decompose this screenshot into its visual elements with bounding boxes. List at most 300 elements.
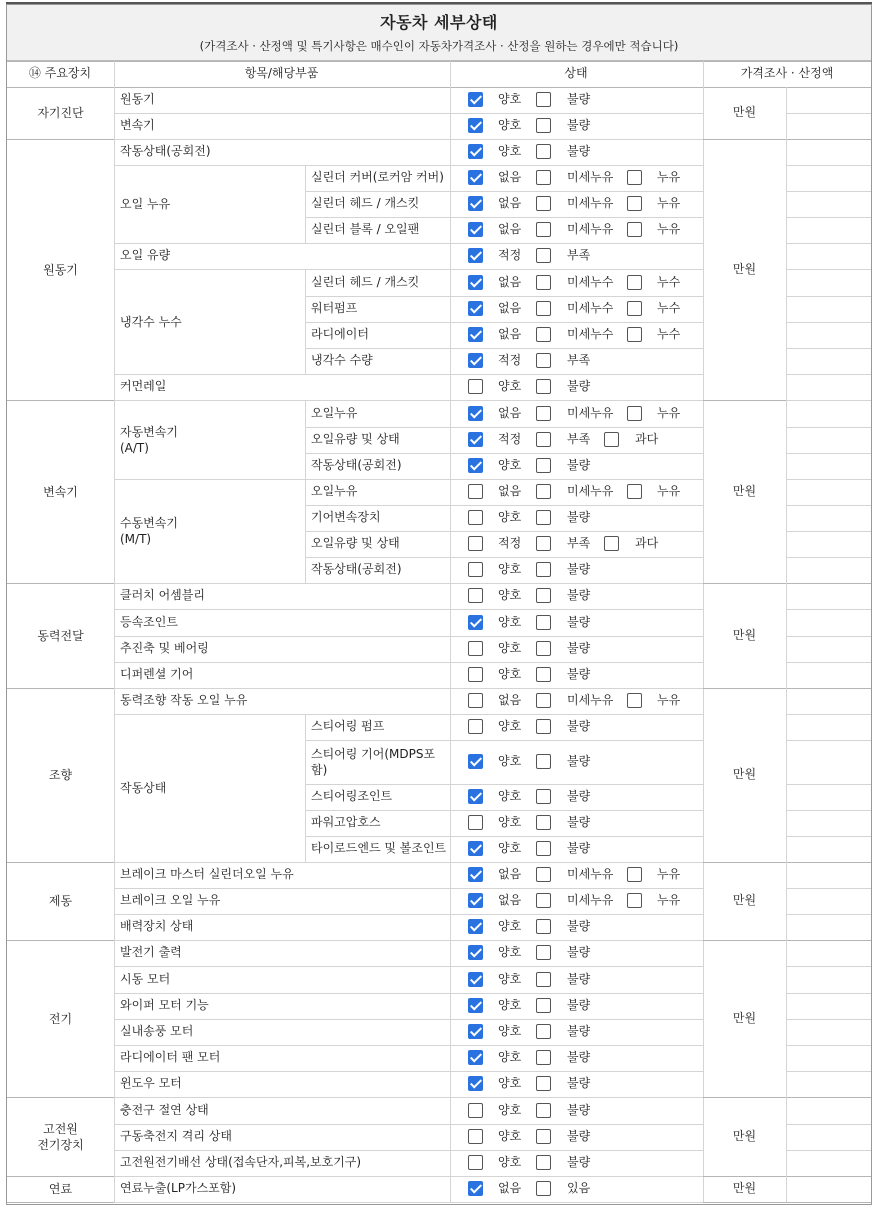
row-divider bbox=[305, 322, 703, 323]
item-label: 발전기 출력 bbox=[120, 945, 182, 959]
column-divider bbox=[305, 714, 306, 862]
checked-checkbox[interactable] bbox=[468, 144, 483, 159]
row-divider bbox=[305, 217, 703, 218]
option-label: 양호 bbox=[498, 1155, 522, 1169]
item-label: 연료누출(LP가스포함) bbox=[120, 1181, 237, 1195]
checked-checkbox[interactable] bbox=[468, 406, 483, 421]
checkbox[interactable] bbox=[536, 248, 551, 263]
option-label: 양호 bbox=[498, 614, 522, 629]
row-divider bbox=[114, 165, 703, 166]
price-input[interactable] bbox=[786, 400, 871, 583]
checkbox[interactable] bbox=[536, 562, 551, 577]
row-divider bbox=[114, 662, 703, 663]
option-label: 불량 bbox=[567, 841, 591, 855]
checked-checkbox[interactable] bbox=[468, 353, 483, 368]
column-header-price: 가격조사 · 산정액 bbox=[740, 66, 834, 80]
option-label: 적정 bbox=[498, 248, 522, 262]
row-divider bbox=[114, 1071, 703, 1072]
row-divider bbox=[305, 583, 703, 584]
row-divider bbox=[114, 1124, 703, 1125]
option-label: 누유 bbox=[657, 405, 681, 420]
item-label: 변속기 bbox=[120, 118, 155, 132]
checkbox[interactable] bbox=[536, 867, 551, 882]
checked-checkbox[interactable] bbox=[468, 248, 483, 263]
checkbox[interactable] bbox=[468, 693, 483, 708]
checkbox[interactable] bbox=[468, 562, 483, 577]
checkbox[interactable] bbox=[627, 170, 642, 185]
item-label: 브레이크 오일 누유 bbox=[120, 893, 221, 907]
checkbox[interactable] bbox=[536, 458, 551, 473]
item-label: 충전구 절연 상태 bbox=[120, 1102, 209, 1117]
option-label: 미세누유 bbox=[567, 484, 614, 498]
device-label: 동력전달 bbox=[37, 628, 84, 643]
row-divider bbox=[114, 1019, 703, 1020]
item-label: 클러치 어셈블리 bbox=[120, 588, 205, 602]
checkbox[interactable] bbox=[536, 754, 551, 769]
row-divider bbox=[114, 940, 703, 941]
option-label: 부족 bbox=[567, 432, 591, 446]
row-divider bbox=[305, 374, 703, 375]
option-label: 불량 bbox=[567, 1076, 591, 1090]
item-label: 실린더 커버(로커암 커버) bbox=[311, 170, 444, 184]
column-header-item: 항목/해당부품 bbox=[244, 66, 319, 80]
row-divider bbox=[305, 740, 703, 741]
item-label: 동력조향 작동 오일 누유 bbox=[120, 693, 248, 707]
price-unit: 만원 bbox=[732, 1010, 757, 1025]
column-divider bbox=[114, 87, 115, 1202]
item-label: 타이로드엔드 및 볼조인트 bbox=[311, 841, 447, 855]
checkbox[interactable] bbox=[627, 893, 642, 908]
option-label: 미세누유 bbox=[567, 405, 614, 420]
checkbox[interactable] bbox=[627, 196, 642, 211]
checkbox[interactable] bbox=[536, 1155, 551, 1170]
checkbox[interactable] bbox=[468, 719, 483, 734]
option-label: 양호 bbox=[498, 719, 522, 733]
row-divider bbox=[114, 888, 703, 889]
checkbox[interactable] bbox=[536, 353, 551, 368]
option-label: 누유 bbox=[657, 693, 681, 707]
row-divider bbox=[114, 400, 703, 401]
form-header bbox=[7, 5, 871, 61]
item-label: 오일유량 및 상태 bbox=[311, 536, 400, 550]
option-label: 과다 bbox=[635, 536, 659, 550]
checkbox[interactable] bbox=[536, 641, 551, 656]
checkbox[interactable] bbox=[604, 432, 619, 447]
option-label: 없음 bbox=[498, 405, 522, 420]
price-input[interactable] bbox=[786, 862, 871, 940]
option-label: 없음 bbox=[498, 867, 522, 881]
item-label: 스티어링 기어(MDPS포함) bbox=[311, 747, 436, 777]
option-label: 양호 bbox=[498, 1050, 522, 1064]
option-label: 없음 bbox=[498, 301, 522, 315]
row-divider bbox=[7, 87, 871, 88]
checkbox[interactable] bbox=[627, 867, 642, 882]
checkbox[interactable] bbox=[536, 588, 551, 603]
option-label: 양호 bbox=[498, 945, 522, 959]
checkbox[interactable] bbox=[536, 893, 551, 908]
checkbox[interactable] bbox=[468, 510, 483, 525]
checkbox[interactable] bbox=[536, 118, 551, 133]
option-label: 불량 bbox=[567, 1024, 591, 1038]
item-label: 스티어링조인트 bbox=[311, 789, 393, 803]
checkbox[interactable] bbox=[468, 1155, 483, 1170]
subgroup-label: 수동변속기 (M/T) bbox=[120, 516, 178, 546]
checkbox[interactable] bbox=[536, 815, 551, 830]
price-input[interactable] bbox=[786, 87, 871, 139]
option-label: 없음 bbox=[498, 274, 522, 289]
checkbox[interactable] bbox=[536, 327, 551, 342]
option-label: 누수 bbox=[657, 301, 681, 315]
checked-checkbox[interactable] bbox=[468, 301, 483, 316]
device-label: 원동기 bbox=[43, 262, 78, 277]
option-label: 미세누유 bbox=[567, 196, 614, 210]
option-label: 불량 bbox=[567, 667, 591, 681]
row-divider bbox=[7, 61, 871, 62]
row-divider bbox=[305, 453, 703, 454]
checked-checkbox[interactable] bbox=[468, 998, 483, 1013]
checked-checkbox[interactable] bbox=[468, 275, 483, 290]
option-label: 양호 bbox=[498, 1129, 522, 1143]
row-divider bbox=[305, 531, 703, 532]
checkbox[interactable] bbox=[536, 919, 551, 934]
price-unit: 만원 bbox=[732, 893, 757, 907]
checkbox[interactable] bbox=[536, 170, 551, 185]
item-label: 냉각수 수량 bbox=[311, 353, 373, 367]
option-label: 불량 bbox=[567, 641, 591, 655]
option-label: 미세누수 bbox=[567, 301, 614, 315]
option-label: 미세누유 bbox=[567, 222, 614, 236]
checked-checkbox[interactable] bbox=[468, 972, 483, 987]
option-label: 없음 bbox=[498, 1181, 522, 1195]
option-label: 불량 bbox=[567, 719, 591, 733]
item-label: 실린더 헤드 / 개스킷 bbox=[311, 196, 420, 210]
checked-checkbox[interactable] bbox=[468, 458, 483, 473]
checked-checkbox[interactable] bbox=[468, 789, 483, 804]
row-divider bbox=[305, 348, 703, 349]
option-label: 불량 bbox=[567, 379, 591, 393]
column-divider bbox=[450, 87, 451, 1202]
row-divider bbox=[114, 269, 703, 270]
option-label: 불량 bbox=[567, 1155, 591, 1169]
checkbox[interactable] bbox=[627, 693, 642, 708]
checkbox[interactable] bbox=[536, 379, 551, 394]
row-divider bbox=[305, 505, 703, 506]
item-label: 브레이크 마스터 실린더오일 누유 bbox=[120, 867, 294, 881]
device-label: 자기진단 bbox=[37, 106, 84, 120]
item-label: 라디에이터 팬 모터 bbox=[120, 1050, 221, 1064]
option-label: 누수 bbox=[657, 274, 681, 289]
item-label: 파워고압호스 bbox=[311, 815, 381, 829]
row-divider bbox=[114, 479, 305, 480]
checkbox[interactable] bbox=[536, 1050, 551, 1065]
column-divider bbox=[305, 165, 306, 243]
checkbox[interactable] bbox=[536, 789, 551, 804]
row-divider bbox=[114, 914, 703, 915]
device-label: 제동 bbox=[48, 894, 73, 908]
checked-checkbox[interactable] bbox=[468, 754, 483, 769]
device-label: 고전원 전기장치 bbox=[37, 1121, 84, 1152]
option-label: 부족 bbox=[567, 248, 591, 262]
option-label: 양호 bbox=[498, 754, 522, 768]
option-label: 미세누유 bbox=[567, 170, 614, 184]
row-divider bbox=[114, 714, 703, 715]
subgroup-label: 자동변속기 (A/T) bbox=[120, 424, 178, 455]
option-label: 양호 bbox=[498, 919, 522, 933]
option-label: 누수 bbox=[657, 327, 681, 341]
checkbox[interactable] bbox=[468, 588, 483, 603]
item-label: 시동 모터 bbox=[120, 971, 171, 986]
column-header-device: ⑭ 주요장치 bbox=[28, 66, 92, 80]
device-label: 조향 bbox=[48, 768, 73, 782]
checked-checkbox[interactable] bbox=[468, 945, 483, 960]
option-label: 부족 bbox=[567, 536, 591, 550]
option-label: 불량 bbox=[567, 945, 591, 959]
row-divider bbox=[114, 1150, 703, 1151]
item-label: 와이퍼 모터 기능 bbox=[120, 998, 209, 1012]
option-label: 양호 bbox=[498, 510, 522, 524]
checkbox[interactable] bbox=[536, 972, 551, 987]
checkbox[interactable] bbox=[536, 1103, 551, 1118]
checkbox[interactable] bbox=[627, 406, 642, 421]
checked-checkbox[interactable] bbox=[468, 118, 483, 133]
option-label: 누유 bbox=[657, 170, 681, 184]
subgroup-label: 오일 누유 bbox=[120, 197, 171, 211]
row-divider bbox=[114, 1045, 703, 1046]
option-label: 양호 bbox=[498, 789, 522, 803]
option-label: 양호 bbox=[498, 667, 522, 681]
option-label: 불량 bbox=[567, 458, 591, 472]
option-label: 양호 bbox=[498, 641, 522, 655]
option-label: 누유 bbox=[657, 484, 681, 498]
item-label: 고전원전기배선 상태(접속단자,피복,보호기구) bbox=[120, 1155, 362, 1169]
option-label: 없음 bbox=[498, 196, 522, 210]
price-input[interactable] bbox=[786, 940, 871, 1097]
price-unit: 만원 bbox=[732, 767, 757, 781]
checked-checkbox[interactable] bbox=[468, 170, 483, 185]
row-divider bbox=[114, 1176, 703, 1177]
row-divider bbox=[114, 862, 305, 863]
checkbox[interactable] bbox=[536, 719, 551, 734]
row-divider bbox=[114, 636, 703, 637]
row-divider bbox=[114, 139, 703, 140]
option-label: 불량 bbox=[567, 1102, 591, 1117]
option-label: 없음 bbox=[498, 893, 522, 907]
item-label: 오일누유 bbox=[311, 484, 358, 498]
checkbox[interactable] bbox=[536, 841, 551, 856]
device-label: 변속기 bbox=[43, 484, 78, 499]
checkbox[interactable] bbox=[468, 1129, 483, 1144]
checkbox[interactable] bbox=[536, 301, 551, 316]
option-label: 양호 bbox=[498, 1102, 522, 1117]
checkbox[interactable] bbox=[468, 379, 483, 394]
checked-checkbox[interactable] bbox=[468, 1076, 483, 1091]
option-label: 양호 bbox=[498, 379, 522, 393]
row-divider bbox=[305, 836, 703, 837]
row-divider bbox=[114, 966, 703, 967]
option-label: 양호 bbox=[498, 562, 522, 576]
option-label: 불량 bbox=[567, 144, 591, 158]
checkbox[interactable] bbox=[536, 222, 551, 237]
option-label: 적정 bbox=[498, 536, 522, 550]
item-label: 등속조인트 bbox=[120, 614, 178, 629]
option-label: 미세누유 bbox=[567, 867, 614, 881]
checkbox[interactable] bbox=[536, 92, 551, 107]
price-input[interactable] bbox=[786, 583, 871, 688]
checkbox[interactable] bbox=[604, 536, 619, 551]
checked-checkbox[interactable] bbox=[468, 1024, 483, 1039]
price-unit: 만원 bbox=[732, 1181, 757, 1195]
option-label: 양호 bbox=[498, 998, 522, 1012]
item-label: 디퍼렌셜 기어 bbox=[120, 667, 194, 681]
checked-checkbox[interactable] bbox=[468, 919, 483, 934]
checkbox[interactable] bbox=[468, 484, 483, 499]
device-label: 전기 bbox=[48, 1011, 73, 1026]
checked-checkbox[interactable] bbox=[468, 1050, 483, 1065]
checked-checkbox[interactable] bbox=[468, 841, 483, 856]
checkbox[interactable] bbox=[468, 815, 483, 830]
item-label: 오일누유 bbox=[311, 405, 358, 420]
price-unit: 만원 bbox=[732, 105, 757, 119]
item-label: 구동축전지 격리 상태 bbox=[120, 1129, 232, 1143]
item-label: 실내송풍 모터 bbox=[120, 1024, 194, 1038]
item-label: 작동상태(공회전) bbox=[120, 144, 211, 158]
checkbox[interactable] bbox=[536, 1129, 551, 1144]
price-input[interactable] bbox=[786, 1097, 871, 1176]
option-label: 없음 bbox=[498, 327, 522, 341]
row-divider bbox=[305, 243, 703, 244]
row-divider bbox=[114, 1097, 703, 1098]
option-label: 적정 bbox=[498, 432, 522, 446]
row-divider bbox=[305, 427, 703, 428]
subgroup-label: 작동상태 bbox=[120, 781, 167, 795]
item-label: 기어변속장치 bbox=[311, 510, 381, 524]
checkbox[interactable] bbox=[536, 275, 551, 290]
option-label: 불량 bbox=[567, 998, 591, 1012]
checkbox[interactable] bbox=[627, 275, 642, 290]
option-label: 없음 bbox=[498, 170, 522, 184]
option-label: 미세누유 bbox=[567, 693, 614, 707]
item-label: 추진축 및 베어링 bbox=[120, 641, 209, 655]
checkbox[interactable] bbox=[536, 484, 551, 499]
row-divider bbox=[114, 583, 305, 584]
option-label: 불량 bbox=[567, 118, 591, 132]
checkbox[interactable] bbox=[468, 667, 483, 682]
item-label: 원동기 bbox=[120, 92, 155, 106]
option-label: 과다 bbox=[635, 432, 659, 446]
checked-checkbox[interactable] bbox=[468, 615, 483, 630]
column-divider bbox=[703, 87, 704, 1202]
checkbox[interactable] bbox=[536, 432, 551, 447]
checkbox[interactable] bbox=[468, 641, 483, 656]
option-label: 양호 bbox=[498, 588, 522, 602]
row-divider bbox=[114, 113, 703, 114]
item-label: 배력장치 상태 bbox=[120, 919, 194, 933]
row-divider bbox=[114, 1202, 703, 1203]
checkbox[interactable] bbox=[536, 693, 551, 708]
price-unit: 만원 bbox=[732, 483, 757, 498]
row-divider bbox=[305, 479, 703, 480]
checkbox[interactable] bbox=[536, 1076, 551, 1091]
checked-checkbox[interactable] bbox=[468, 1181, 483, 1196]
option-label: 불량 bbox=[567, 1050, 591, 1064]
checkbox[interactable] bbox=[536, 615, 551, 630]
item-label: 작동상태(공회전) bbox=[311, 458, 402, 472]
checkbox[interactable] bbox=[468, 536, 483, 551]
option-label: 미세누유 bbox=[567, 893, 614, 907]
form-title: 자동차 세부상태 bbox=[380, 13, 498, 32]
option-label: 누유 bbox=[657, 196, 681, 210]
checked-checkbox[interactable] bbox=[468, 867, 483, 882]
option-label: 양호 bbox=[498, 1024, 522, 1038]
option-label: 없음 bbox=[498, 222, 522, 236]
checkbox[interactable] bbox=[468, 1103, 483, 1118]
row-divider bbox=[305, 810, 703, 811]
item-label: 작동상태(공회전) bbox=[311, 562, 402, 576]
checkbox[interactable] bbox=[627, 484, 642, 499]
price-input[interactable] bbox=[786, 139, 871, 400]
checkbox[interactable] bbox=[536, 196, 551, 211]
item-label: 오일유량 및 상태 bbox=[311, 432, 400, 446]
option-label: 불량 bbox=[567, 789, 591, 803]
checkbox[interactable] bbox=[536, 144, 551, 159]
option-label: 불량 bbox=[567, 1129, 591, 1143]
row-divider bbox=[305, 296, 703, 297]
checked-checkbox[interactable] bbox=[468, 92, 483, 107]
checkbox[interactable] bbox=[627, 301, 642, 316]
option-label: 양호 bbox=[498, 1076, 522, 1090]
checkbox[interactable] bbox=[536, 1181, 551, 1196]
option-label: 불량 bbox=[567, 92, 591, 106]
option-label: 양호 bbox=[498, 118, 522, 132]
subgroup-label: 냉각수 누수 bbox=[120, 314, 182, 329]
checked-checkbox[interactable] bbox=[468, 327, 483, 342]
option-label: 있음 bbox=[567, 1181, 591, 1195]
option-label: 누유 bbox=[657, 893, 681, 907]
checkbox[interactable] bbox=[536, 406, 551, 421]
option-label: 양호 bbox=[498, 841, 522, 855]
option-label: 불량 bbox=[567, 919, 591, 933]
checked-checkbox[interactable] bbox=[468, 196, 483, 211]
row-divider bbox=[114, 993, 703, 994]
option-label: 불량 bbox=[567, 510, 591, 524]
option-label: 불량 bbox=[567, 815, 591, 829]
checkbox[interactable] bbox=[536, 667, 551, 682]
row-divider bbox=[114, 609, 703, 610]
checkbox[interactable] bbox=[627, 222, 642, 237]
column-header-status: 상태 bbox=[564, 66, 588, 80]
option-label: 불량 bbox=[567, 754, 591, 768]
item-label: 워터펌프 bbox=[311, 301, 358, 315]
checkbox[interactable] bbox=[536, 945, 551, 960]
option-label: 누유 bbox=[657, 222, 681, 236]
checkbox[interactable] bbox=[536, 1024, 551, 1039]
option-label: 적정 bbox=[498, 353, 522, 367]
price-unit: 만원 bbox=[732, 1128, 757, 1143]
price-input[interactable] bbox=[786, 688, 871, 862]
column-divider bbox=[305, 400, 306, 479]
checkbox[interactable] bbox=[536, 536, 551, 551]
checkbox[interactable] bbox=[536, 998, 551, 1013]
checked-checkbox[interactable] bbox=[468, 222, 483, 237]
checked-checkbox[interactable] bbox=[468, 893, 483, 908]
row-divider bbox=[114, 374, 305, 375]
checked-checkbox[interactable] bbox=[468, 432, 483, 447]
option-label: 양호 bbox=[498, 971, 522, 986]
checkbox[interactable] bbox=[536, 510, 551, 525]
option-label: 불량 bbox=[567, 614, 591, 629]
price-input[interactable] bbox=[786, 1176, 871, 1202]
checkbox[interactable] bbox=[627, 327, 642, 342]
